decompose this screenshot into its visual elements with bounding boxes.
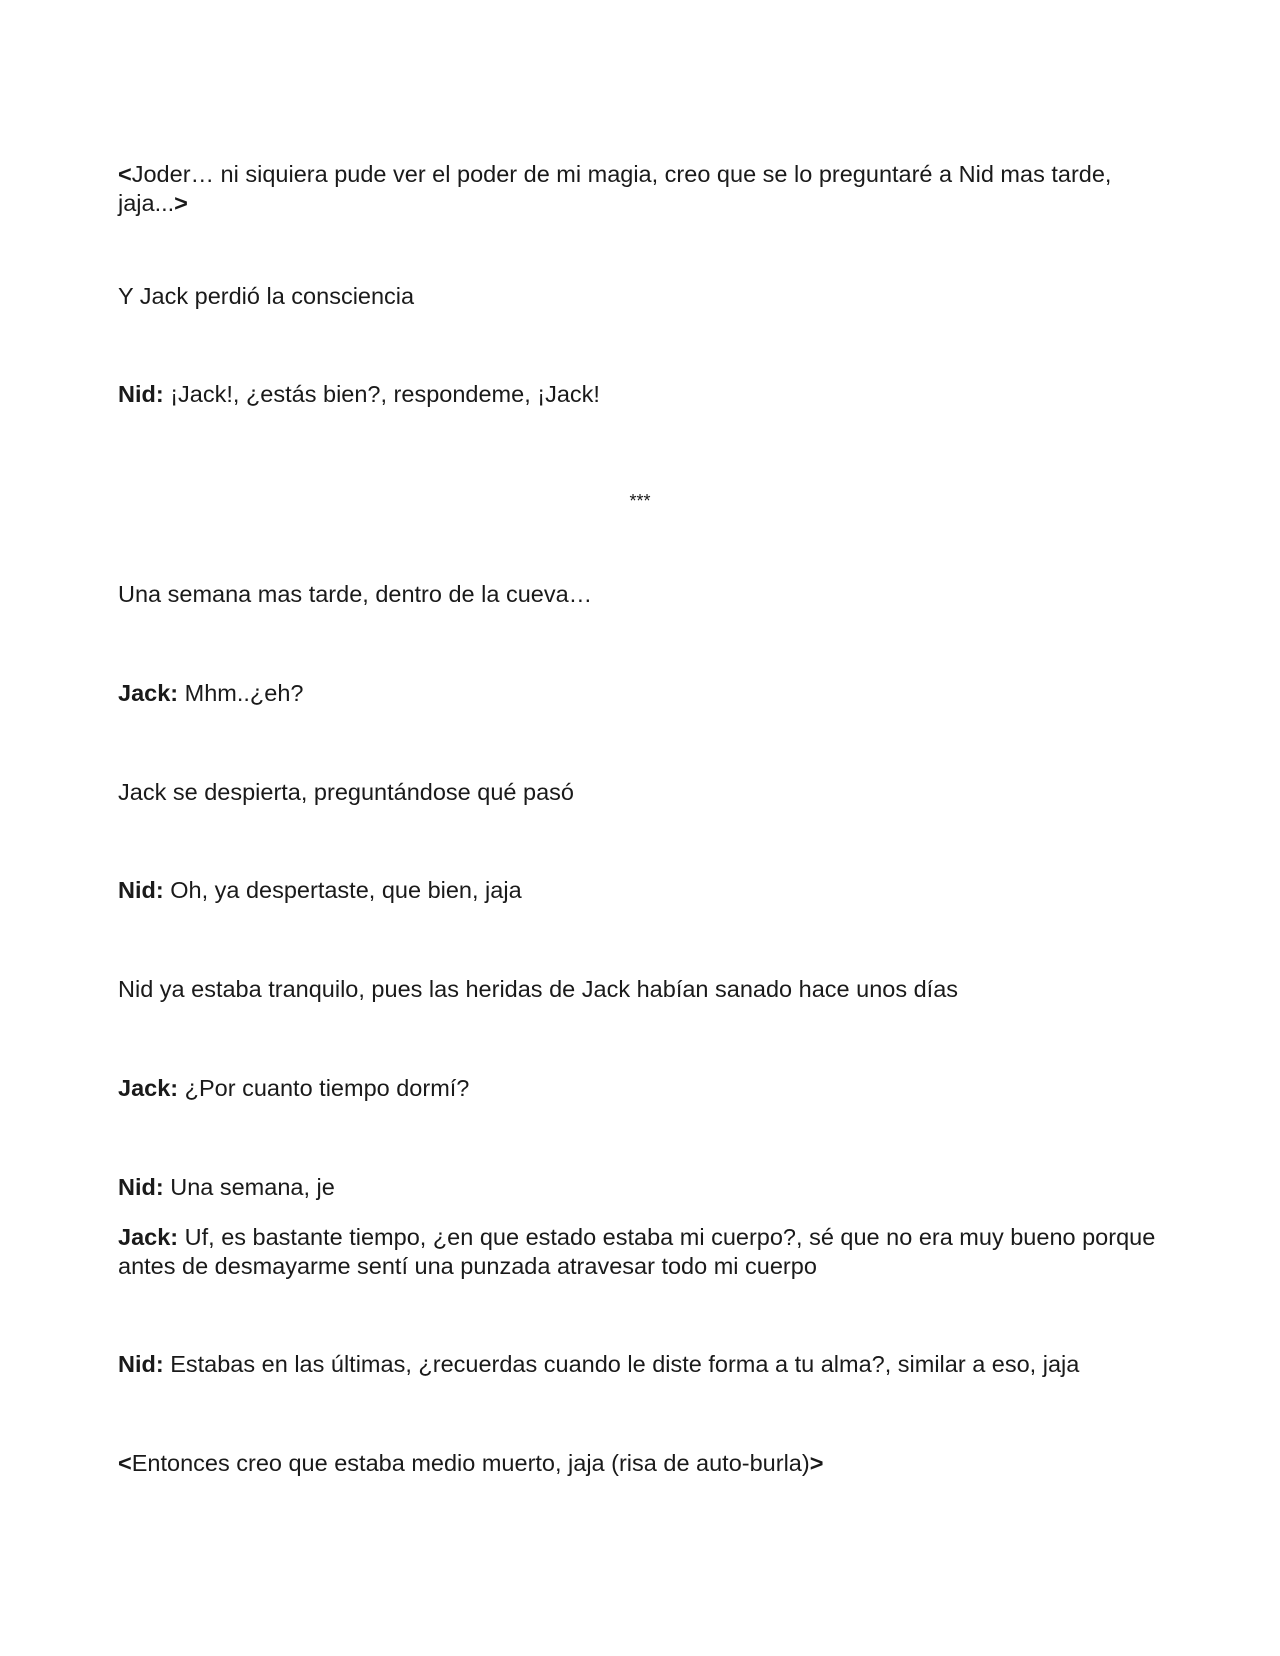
- speaker-label: Nid:: [118, 381, 164, 407]
- dialogue-text: Estabas en las últimas, ¿recuerdas cuando le diste forma a tu alma?, similar a eso, jaja: [163, 1351, 1080, 1377]
- dialogue-paragraph: [118, 1223, 1178, 1281]
- thought-open-bracket: <: [118, 161, 132, 187]
- dialogue-text: ¡Jack!, ¿estás bien?, respondeme, ¡Jack!: [163, 381, 600, 407]
- scene-break: [0, 487, 1280, 516]
- speaker-label: Nid:: [118, 1174, 164, 1200]
- narration-text: Nid ya estaba tranquilo, pues las heridas de Jack habían sanado hace unos días: [118, 976, 959, 1002]
- thought-text: Entonces creo que estaba medio muerto, jaja (risa de auto-burla): [131, 1450, 810, 1476]
- narration-text: Jack se despierta, preguntándose qué pasó: [118, 779, 574, 805]
- narration-paragraph: [118, 778, 1178, 807]
- thought-paragraph: [118, 160, 1178, 218]
- narration-paragraph: [118, 580, 1178, 609]
- speaker-label: Jack:: [118, 1075, 179, 1101]
- dialogue-paragraph: [118, 876, 1178, 905]
- speaker-label: Nid:: [118, 1351, 164, 1377]
- narration-text: Una semana mas tarde, dentro de la cueva…: [118, 581, 593, 607]
- narration-paragraph: [118, 975, 1178, 1004]
- thought-open-bracket: <: [118, 1450, 132, 1476]
- dialogue-text: Mhm..¿eh?: [178, 680, 304, 706]
- thought-close-bracket: >: [174, 190, 188, 216]
- narration-text: Y Jack perdió la consciencia: [118, 283, 415, 309]
- dialogue-paragraph: [118, 1350, 1178, 1379]
- thought-text: Joder… ni siquiera pude ver el poder de mi magia, creo que se lo preguntaré a Nid mas tarde, jaja...: [118, 161, 1112, 216]
- narration-paragraph: [118, 282, 1178, 311]
- speaker-label: Nid:: [118, 877, 164, 903]
- speaker-label: Jack:: [118, 1224, 179, 1250]
- dialogue-text: Una semana, je: [163, 1174, 335, 1200]
- dialogue-text: ¿Por cuanto tiempo dormí?: [178, 1075, 470, 1101]
- dialogue-paragraph: [118, 679, 1178, 708]
- speaker-label: Jack:: [118, 680, 179, 706]
- scene-break-text: ***: [629, 491, 651, 511]
- dialogue-paragraph: [118, 1074, 1178, 1103]
- dialogue-text: Oh, ya despertaste, que bien, jaja: [163, 877, 522, 903]
- thought-paragraph: [118, 1449, 1178, 1478]
- thought-close-bracket: >: [809, 1450, 824, 1476]
- dialogue-paragraph: [118, 380, 1178, 409]
- dialogue-paragraph: [118, 1173, 1178, 1202]
- dialogue-text: Uf, es bastante tiempo, ¿en que estado estaba mi cuerpo?, sé que no era muy bueno porque antes de desmayarme sentí una punzada atravesar todo mi cuerpo: [118, 1224, 1156, 1279]
